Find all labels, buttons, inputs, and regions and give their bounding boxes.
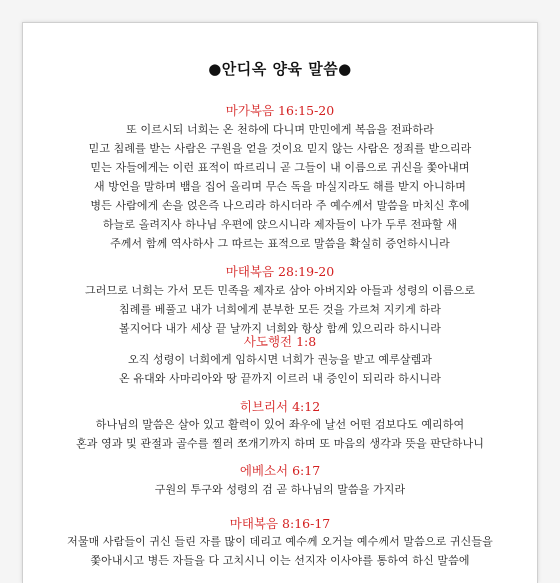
verse-line: 또 이르시되 너희는 온 천하에 다니며 만민에게 복음을 전파하라: [126, 123, 434, 136]
scripture-reference: 에베소서 6:17: [239, 463, 321, 478]
verse-line: 오직 성령이 너희에게 임하시면 너희가 권능을 받고 예루살렘과: [127, 353, 433, 366]
verse-line: 하나님의 말씀은 살아 있고 활력이 있어 좌우에 날선 어떤 검보다도 예리하여: [95, 418, 465, 431]
verse-line: 새 방언을 말하며 뱀을 집어 올리며 무슨 독을 마실지라도 해를 받지 아니하며: [93, 180, 467, 193]
verse-line: 혼과 영과 및 관절과 골수를 찔러 쪼개기까지 하며 또 마음의 생각과 뜻을 판단하나니: [76, 437, 484, 450]
scripture-reference: 마태복음 8:16-17: [229, 516, 331, 531]
verse-line: 침례를 베풀고 내가 너희에게 분부한 모든 것을 가르쳐 지키게 하라: [119, 303, 441, 316]
scripture-reference: 마태복음 28:19-20: [225, 264, 335, 279]
scripture-reference: 히브리서 4:12: [239, 399, 321, 414]
verse-line: 구원의 투구와 성령의 검 곧 하나님의 말씀을 가지라: [154, 483, 406, 496]
scripture-reference: 사도행전 1:8: [243, 334, 317, 349]
verse-line: 주께서 함께 역사하사 그 따르는 표적으로 말씀을 확실히 증언하시니라: [110, 237, 450, 250]
document-title: ●안디옥 양육 말씀●: [208, 60, 352, 78]
verse-line: 믿는 자들에게는 이런 표적이 따르리니 곧 그들이 내 이름으로 귀신을 쫓아내며: [90, 161, 470, 174]
verse-line: 볼지어다 내가 세상 끝 날까지 너희와 항상 함께 있으리라 하시니라: [119, 322, 441, 335]
verse-line: 쫓아내시고 병든 자들을 다 고치시니 이는 선지자 이사야를 통하여 하신 말씀에: [90, 554, 470, 567]
verse-line: 온 유대와 사마리아와 땅 끝까지 이르러 내 증인이 되리라 하시니라: [119, 372, 441, 385]
verse-line: 하늘로 올려지사 하나님 우편에 앉으시니라 제자들이 나가 두루 전파할 새: [102, 218, 458, 231]
verse-line: 그러므로 너희는 가서 모든 민족을 제자로 삼아 아버지와 아들과 성령의 이름으로: [85, 284, 475, 297]
verse-line: 저물매 사람들이 귀신 들린 자를 많이 데리고 예수께 오거늘 예수께서 말씀으로 귀신들을: [67, 535, 493, 548]
verse-line: 병든 사람에게 손을 얹은즉 나으리라 하시더라 주 예수께서 말씀을 마치신 후에: [90, 199, 470, 212]
document-page: [22, 22, 538, 583]
scripture-reference: 마가복음 16:15-20: [225, 103, 335, 118]
verse-line: 믿고 침례를 받는 사람은 구원을 얻을 것이요 믿지 않는 사람은 정죄를 받으리라: [88, 142, 472, 155]
